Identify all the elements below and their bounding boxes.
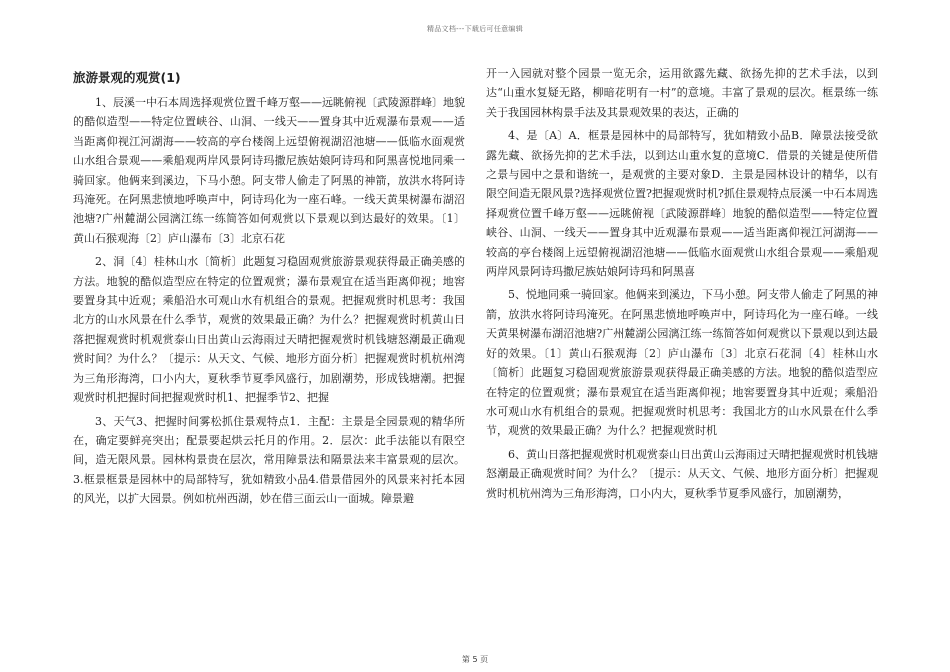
paragraph: 4、是〔A〕A．框景是园林中的局部特写，犹如精致小品B．障景法接受欲露先藏、欲扬先抑的艺术手法，以到达山重水复的意境C．借景的关键是使所借之景与园中之景和谐统一，是观赏的主要对象D．主景是园林设计的精华，以有限空间造无限风景?选择观赏位置?把握观赏时机?抓住景观特点辰溪一中石本周选择观赏位置千峰万壑——远眺俯视〔武陵源群峰〕地貌的酷似造型——特定位置峡谷、山洞、一线天——置身其中近观瀑布景观——适当距离仰视江河湖海——较高的亭台楼阁上远望俯视湖沼池塘——低临水面观赏山水组合景观——乘船观两岸风景阿诗玛撒尼族姑娘阿诗玛和阿黑喜	[486, 129, 878, 279]
page-number: 第 5 页	[461, 655, 489, 664]
document-title: 旅游景观的观赏(1)	[73, 70, 181, 85]
header-note: 精品文档---下载后可任意编辑	[426, 25, 524, 33]
paragraph: 3、天气3、把握时间雾松抓住景观特点1．主配：主景是全园景观的精华所在，确定要鲜亮突出；配景要起烘云托月的作用。2．层次：此手法能以有限空间，造无限风景。园林构景贵在层次，常用障景法和隔景法来丰富景观的层次。3.框景框景是园林中的局部特写，犹如精致小品4.借景借园外的风景来衬托本园的风光，以扩大园景。例如杭州西湖，妙在借三面云山一面城。障景避	[73, 414, 465, 506]
left-column	[73, 64, 465, 513]
right-column	[486, 64, 878, 507]
paragraph: 6、黄山日落把握观赏时机观赏泰山日出黄山云海雨过天晴把握观赏时机钱塘怒潮最正确观赏时间？为什么？〔提示：从天文、气候、地形方面分析〕把握观赏时机杭州湾为三角形海湾，口小内大，夏秋季节夏季风盛行，加剧潮势，	[486, 447, 878, 500]
paragraph-continued: 开一入园就对整个园景一览无余，运用欲露先藏、欲扬先抑的艺术手法，以到达“山重水复疑无路，柳暗花明有一村”的意境。丰富了景观的层次。框景练一练关于我国园林构景手法及其景观效果的表达，正确的	[486, 67, 878, 119]
paragraph: 5、悦地同乘一骑回家。他俩来到溪边，下马小憩。阿支带人偷走了阿黑的神箭，放洪水将阿诗玛淹死。在阿黑悲愤地呼唤声中，阿诗玛化为一座石峰。一线天黄果树瀑布湖沼池塘?广州麓湖公园漓江练一练简答如何观赏以下景观以到达最好的效果。〔1〕黄山石猴观海〔2〕庐山瀑布〔3〕北京石花洞〔4〕桂林山水〔简析〕此题复习稳固观赏旅游景观获得最正确美感的方法。地貌的酷似造型应在特定的位置观赏；瀑布景观宜在适当距离仰视；地窖要置身其中近观；乘船沿水可观山水有机组合的景观。把握观赏时机思考：我国北方的山水风景在什么季节，观赏的效果最正确？为什么？把握观赏时机	[486, 288, 878, 438]
paragraph: 1、辰溪一中石本周选择观赏位置千峰万壑——远眺俯视〔武陵源群峰〕地貌的酷似造型——特定位置峡谷、山洞、一线天——置身其中近观瀑布景观——适当距离仰视江河湖海——较高的亭台楼阁上远望俯视湖沼池塘——低临水面观赏山水组合景观——乘船观两岸风景阿诗玛撒尼族姑娘阿诗玛和阿黑喜悦地同乘一骑回家。他俩来到溪边，下马小憩。阿支带人偷走了阿黑的神箭，放洪水将阿诗玛淹死。在阿黑悲愤地呼唤声中，阿诗玛化为一座石峰。一线天黄果树瀑布湖沼池塘?广州麓湖公园漓江练一练简答如何观赏以下景观以到达最好的效果。〔1〕黄山石猴观海〔2〕庐山瀑布〔3〕北京石花	[73, 96, 465, 245]
paragraph: 2、洞〔4〕桂林山水〔简析〕此题复习稳固观赏旅游景观获得最正确美感的方法。地貌的酷似造型应在特定的位置观赏；瀑布景观宜在适当距离仰视；地窖要置身其中近观；乘船沿水可观山水有机组合的景观。把握观赏时机思考：我国北方的山水风景在什么季节，观赏的效果最正确？为什么？把握观赏时机黄山日落把握观赏时机观赏泰山日出黄山云海雨过天晴把握观赏时机钱塘怒潮最正确观赏时间？为什么？〔提示：从天文、气候、地形方面分析〕把握观赏时机杭州湾为三角形海湾，口小内大，夏秋季节夏季风盛行，加剧潮势，形成钱塘潮。把握观赏时机把握时间把握观赏时机1、把握季节2、把握	[73, 255, 465, 405]
